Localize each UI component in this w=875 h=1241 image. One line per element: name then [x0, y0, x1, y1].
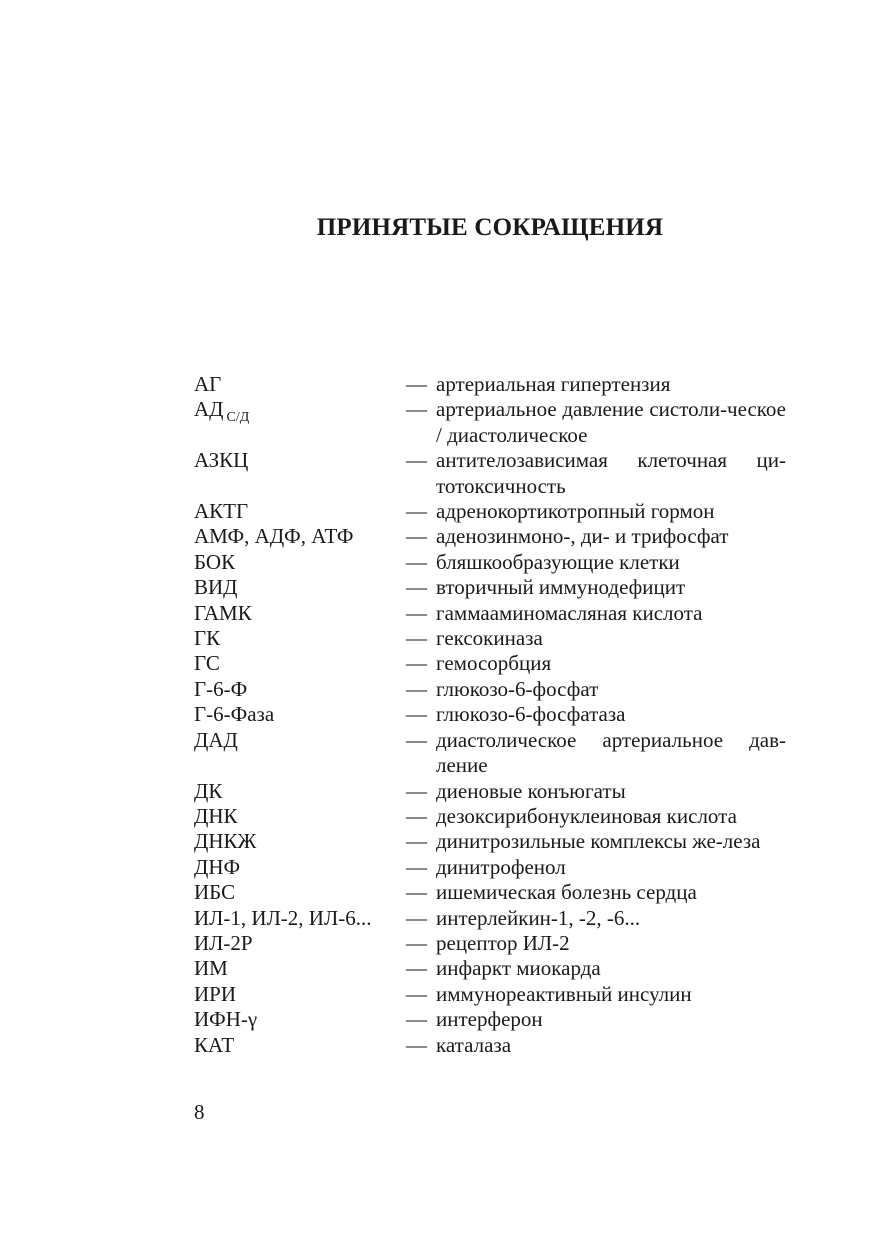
em-dash: —: [406, 981, 427, 1006]
abbreviation-term: [194, 956, 406, 981]
em-dash: —: [406, 499, 427, 524]
em-dash: —: [406, 702, 427, 727]
em-dash: —: [406, 651, 427, 676]
abbreviation-term-text: ИЛ-1, ИЛ-2, ИЛ-6...: [194, 905, 372, 930]
abbreviation-definition: антителозависимая клеточная ци-тотоксичность: [436, 448, 786, 498]
abbreviation-definition: аденозинмоно-, ди- и трифосфат: [436, 524, 729, 549]
abbreviation-term: [194, 499, 406, 524]
abbreviation-definition: глюкозо-6-фосфатаза: [436, 702, 626, 727]
em-dash: —: [406, 854, 427, 879]
abbreviation-term-text: ИБС: [194, 880, 236, 905]
abbreviation-term-text: ИФН-γ: [194, 1007, 258, 1032]
em-dash: —: [406, 727, 427, 752]
abbreviation-term: [194, 906, 406, 931]
abbreviation-row: [194, 880, 786, 905]
abbreviation-row: [194, 448, 786, 499]
abbreviation-row: [194, 982, 786, 1007]
abbreviation-term-text: АЗКЦ: [194, 448, 249, 473]
abbreviation-definition: артериальная гипертензия: [436, 372, 671, 396]
em-dash: —: [406, 549, 427, 574]
abbreviation-term-text: ГК: [194, 626, 221, 651]
abbreviation-subscript: С/Д: [226, 410, 250, 426]
abbreviation-definition: вторичный иммунодефицит: [436, 575, 686, 600]
abbreviation-term-text: ИМ: [194, 956, 228, 981]
abbreviation-term: [194, 626, 406, 651]
abbreviation-row: [194, 906, 786, 931]
abbreviation-definition: гаммааминомасляная кислота: [436, 600, 703, 625]
abbreviation-term: [194, 575, 406, 600]
abbreviation-term: [194, 651, 406, 676]
em-dash: —: [406, 448, 427, 473]
abbreviation-term: [194, 601, 406, 626]
abbreviation-definition: интерферон: [436, 1007, 543, 1032]
abbreviation-definition: артериальное давление систоли-ческое / диастолическое: [436, 397, 786, 447]
em-dash: —: [406, 956, 427, 981]
abbreviation-row: [194, 651, 786, 676]
abbreviation-row: [194, 931, 786, 956]
abbreviation-list: [194, 372, 786, 1058]
abbreviation-row: [194, 397, 786, 448]
abbreviation-term: [194, 880, 406, 905]
abbreviation-term: [194, 550, 406, 575]
abbreviation-row: [194, 575, 786, 600]
page-title: ПРИНЯТЫЕ СОКРАЩЕНИЯ: [316, 214, 664, 241]
abbreviation-term: [194, 702, 406, 727]
em-dash: —: [406, 880, 427, 905]
abbreviation-term: [194, 1007, 406, 1032]
abbreviation-term-text: ДНКЖ: [194, 829, 257, 854]
abbreviation-definition: каталаза: [436, 1032, 512, 1057]
abbreviation-row: [194, 626, 786, 651]
em-dash: —: [406, 930, 427, 955]
abbreviation-row: [194, 728, 786, 779]
abbreviation-term-text: Г-6-Фаза: [194, 702, 275, 727]
abbreviation-term-text: Г-6-Ф: [194, 676, 248, 701]
abbreviation-term-text: ГС: [194, 651, 220, 676]
abbreviation-row: [194, 677, 786, 702]
abbreviation-term: [194, 982, 406, 1007]
abbreviation-term: [194, 779, 406, 804]
abbreviation-term-text: ИЛ-2Р: [194, 930, 253, 955]
abbreviation-term-text: КАТ: [194, 1032, 235, 1057]
abbreviation-term: [194, 855, 406, 880]
abbreviation-definition: ишемическая болезнь сердца: [436, 880, 697, 905]
abbreviation-term-text: АГ: [194, 372, 222, 396]
page-number: 8: [194, 1100, 205, 1124]
abbreviation-term-text: ДК: [194, 778, 223, 803]
abbreviation-definition: инфаркт миокарда: [436, 956, 601, 981]
abbreviation-row: [194, 1033, 786, 1058]
abbreviation-term: [194, 1033, 406, 1058]
abbreviation-term: [194, 524, 406, 549]
abbreviation-row: [194, 804, 786, 829]
abbreviation-term: [194, 829, 406, 854]
em-dash: —: [406, 676, 427, 701]
abbreviation-definition: рецептор ИЛ-2: [436, 930, 570, 955]
abbreviation-term-text: АД: [194, 397, 224, 422]
abbreviation-term-text: АКТГ: [194, 499, 249, 524]
em-dash: —: [406, 778, 427, 803]
abbreviation-term-text: ГАМК: [194, 600, 252, 625]
abbreviation-term-text: АМФ, АДФ, АТФ: [194, 524, 354, 549]
em-dash: —: [406, 397, 427, 422]
abbreviation-row: [194, 1007, 786, 1032]
abbreviation-row: [194, 372, 786, 397]
em-dash: —: [406, 626, 427, 651]
em-dash: —: [406, 600, 427, 625]
em-dash: —: [406, 524, 427, 549]
abbreviation-definition: динитрофенол: [436, 854, 566, 879]
abbreviation-definition: гексокиназа: [436, 626, 543, 651]
abbreviation-term-text: ИРИ: [194, 981, 237, 1006]
em-dash: —: [406, 372, 427, 396]
abbreviation-definition: динитрозильные комплексы же-леза: [436, 829, 761, 854]
abbreviation-definition: интерлейкин-1, -2, -6...: [436, 905, 641, 930]
abbreviation-term-text: ДНК: [194, 803, 238, 828]
abbreviation-row: [194, 829, 786, 854]
em-dash: —: [406, 905, 427, 930]
em-dash: —: [406, 829, 427, 854]
abbreviation-term-text: ВИД: [194, 575, 238, 600]
em-dash: —: [406, 1032, 427, 1057]
abbreviation-row: [194, 601, 786, 626]
abbreviation-term: [194, 931, 406, 956]
em-dash: —: [406, 803, 427, 828]
abbreviation-row: [194, 779, 786, 804]
abbreviation-definition: дезоксирибонуклеиновая кислота: [436, 803, 737, 828]
abbreviation-row: [194, 550, 786, 575]
em-dash: —: [406, 575, 427, 600]
abbreviation-term: [194, 448, 406, 499]
abbreviation-row: [194, 855, 786, 880]
abbreviation-row: [194, 956, 786, 981]
abbreviation-definition: диеновые конъюгаты: [436, 778, 626, 803]
abbreviation-definition: адренокортикотропный гормон: [436, 499, 715, 524]
abbreviation-row: [194, 702, 786, 727]
abbreviation-term-text: ДНФ: [194, 854, 241, 879]
abbreviation-term-text: БОК: [194, 549, 236, 574]
abbreviation-definition: бляшкообразующие клетки: [436, 549, 680, 574]
abbreviation-row: [194, 499, 786, 524]
abbreviation-definition: иммунореактивный инсулин: [436, 981, 692, 1006]
abbreviation-term: [194, 397, 406, 448]
abbreviation-definition: диастолическое артериальное дав-ление: [436, 727, 786, 778]
abbreviation-definition: гемосорбция: [436, 651, 552, 676]
abbreviation-row: [194, 524, 786, 549]
em-dash: —: [406, 1007, 427, 1032]
abbreviation-term: [194, 372, 406, 397]
abbreviation-term-text: ДАД: [194, 727, 238, 752]
abbreviation-term: [194, 677, 406, 702]
abbreviation-definition: глюкозо-6-фосфат: [436, 676, 599, 701]
abbreviation-term: [194, 804, 406, 829]
abbreviation-term: [194, 728, 406, 779]
